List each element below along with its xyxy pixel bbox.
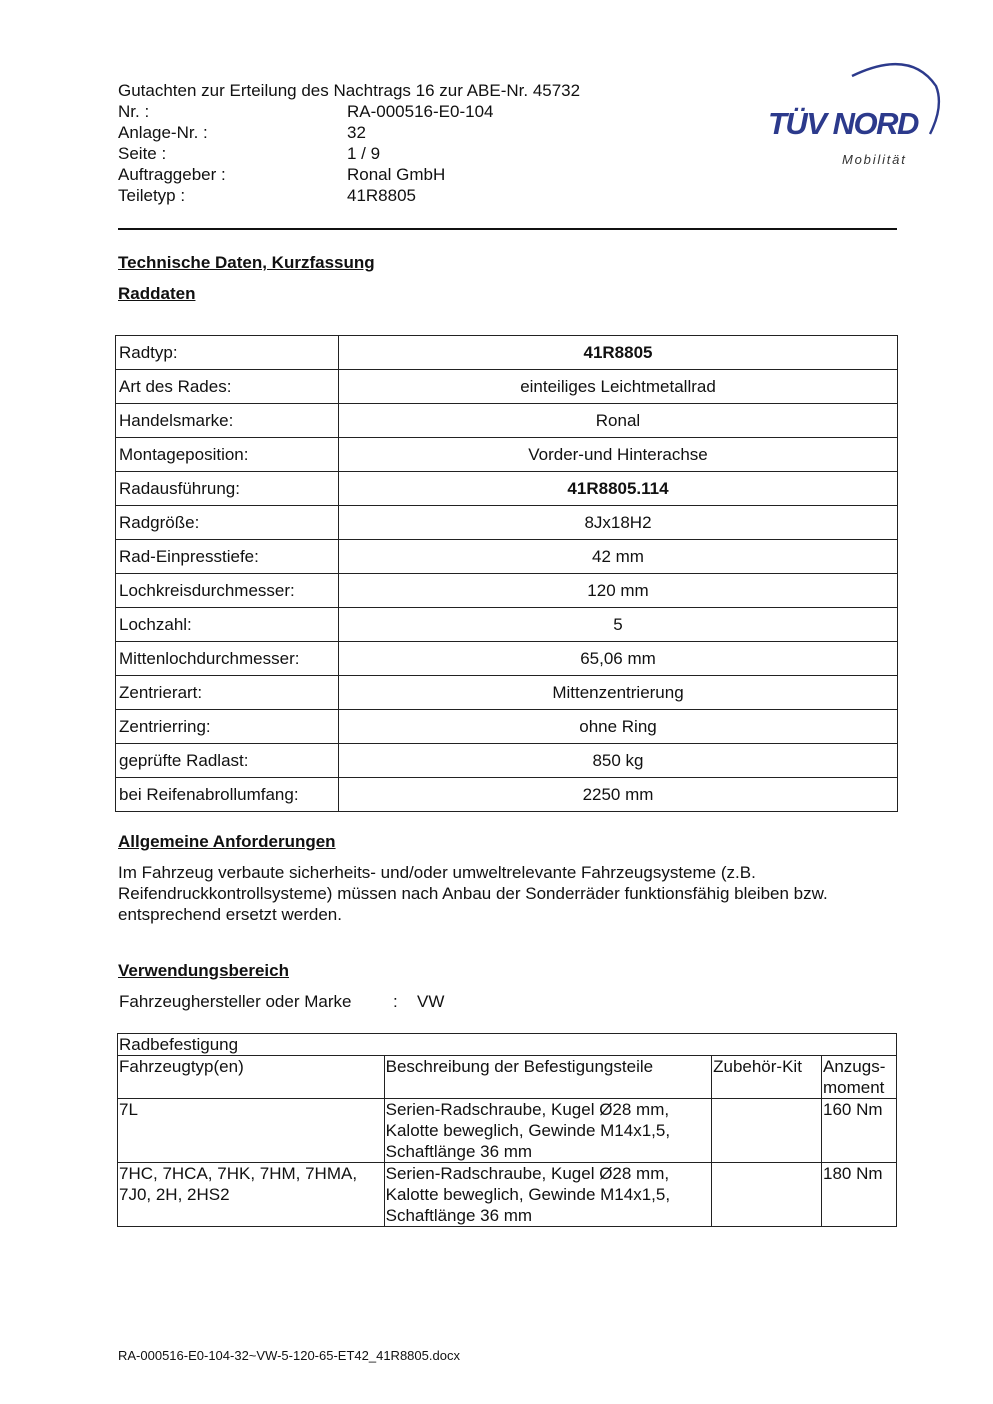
raddaten-label: Mittenlochdurchmesser: [116,642,339,676]
raddaten-label: Lochzahl: [116,608,339,642]
table-row [116,574,898,608]
raddaten-value: 5 [339,608,898,642]
header-divider [118,228,897,230]
raddaten-label: Zentrierart: [116,676,339,710]
raddaten-label: Art des Rades: [116,370,339,404]
raddaten-label: Radgröße: [116,506,339,540]
raddaten-value: Ronal [339,404,898,438]
beschreibung-cell: Serien-Radschraube, Kugel Ø28 mm, Kalotte beweglich, Gewinde M14x1,5, Schaftlänge 36 mm [384,1099,711,1163]
table-row [116,778,898,812]
table-row [116,404,898,438]
raddaten-label: Lochkreisdurchmesser: [116,574,339,608]
raddaten-table [115,335,898,812]
header-value: RA-000516-E0-104 [347,102,494,121]
header-row-auftraggeber [118,164,678,185]
header-label: Seite : [118,144,167,163]
raddaten-value: 41R8805.114 [339,472,898,506]
document-footer-filename: RA-000516-E0-104-32~VW-5-120-65-ET42_41R8805.docx [118,1348,460,1363]
header-value: 32 [347,123,366,142]
column-header: Zubehör-Kit [712,1056,822,1099]
raddaten-label: Montageposition: [116,438,339,472]
section-heading-verwendungsbereich: Verwendungsbereich [118,961,289,980]
section-heading-allgemeine-anforderungen: Allgemeine Anforderungen [118,832,336,851]
tuev-nord-logo [760,56,946,176]
table-row [116,438,898,472]
raddaten-value: ohne Ring [339,710,898,744]
header-label: Teiletyp : [118,186,186,205]
table-row [116,336,898,370]
radbefestigung-title: Radbefestigung [118,1034,897,1056]
column-header: Anzugs- moment [822,1056,897,1099]
table-row [116,472,898,506]
anzugsmoment-cell: 160 Nm [822,1099,897,1163]
column-header: Fahrzeugtyp(en) [118,1056,385,1099]
raddaten-label: geprüfte Radlast: [116,744,339,778]
raddaten-label: Radtyp: [116,336,339,370]
raddaten-value: 2250 mm [339,778,898,812]
header-value: 41R8805 [347,186,417,205]
raddaten-value: 8Jx18H2 [339,506,898,540]
raddaten-value: Vorder-und Hinterachse [339,438,898,472]
paragraph-line: entsprechend ersetzt werden. [118,905,342,924]
table-row [118,1163,897,1227]
document-header [118,80,678,206]
raddaten-label: bei Reifenabrollumfang: [116,778,339,812]
fahrzeughersteller-line [119,991,444,1012]
raddaten-value: 120 mm [339,574,898,608]
hersteller-label: Fahrzeughersteller oder Marke [119,992,352,1011]
raddaten-value: 65,06 mm [339,642,898,676]
paragraph-line: Reifendruckkontrollsysteme) müssen nach Anbau der Sonderräder funktionsfähig bleiben bzw. [118,884,828,903]
zubehoer-kit-cell [712,1099,822,1163]
table-row [116,710,898,744]
fahrzeugtyp-cell: 7HC, 7HCA, 7HK, 7HM, 7HMA, 7J0, 2H, 2HS2 [118,1163,385,1227]
logo-sub-text: Mobilität [842,152,907,167]
paragraph-line: Im Fahrzeug verbaute sicherheits- und/oder umweltrelevante Fahrzeugsysteme (z.B. [118,863,756,882]
column-header: Beschreibung der Befestigungsteile [384,1056,711,1099]
hersteller-colon: : [393,992,398,1011]
table-row [118,1099,897,1163]
header-label: Auftraggeber : [118,165,226,184]
header-row-anlage [118,122,678,143]
raddaten-value: 41R8805 [339,336,898,370]
allgemeine-anforderungen-text [118,862,908,925]
radbefestigung-table [117,1033,897,1227]
logo-brand-text: TÜV NORD [768,106,918,141]
table-row [116,744,898,778]
raddaten-value: 850 kg [339,744,898,778]
raddaten-label: Radausführung: [116,472,339,506]
header-label: Anlage-Nr. : [118,123,208,142]
anzugsmoment-cell: 180 Nm [822,1163,897,1227]
section-heading-technische-daten: Technische Daten, Kurzfassung [118,253,375,272]
header-value: 1 / 9 [347,144,381,163]
table-row [116,642,898,676]
fahrzeugtyp-cell: 7L [118,1099,385,1163]
section-subheading-raddaten: Raddaten [118,284,196,303]
table-title-row [118,1034,897,1056]
table-row [116,676,898,710]
raddaten-label: Zentrierring: [116,710,339,744]
header-label: Nr. : [118,102,150,121]
table-row [116,540,898,574]
header-value: Ronal GmbH [347,165,446,184]
header-row-teiletyp [118,185,678,206]
raddaten-label: Handelsmarke: [116,404,339,438]
header-row-seite [118,143,678,164]
table-row [116,506,898,540]
zubehoer-kit-cell [712,1163,822,1227]
raddaten-value: Mittenzentrierung [339,676,898,710]
beschreibung-cell: Serien-Radschraube, Kugel Ø28 mm, Kalotte beweglich, Gewinde M14x1,5, Schaftlänge 36 mm [384,1163,711,1227]
hersteller-value: VW [417,992,445,1011]
table-row [116,370,898,404]
raddaten-value: einteiliges Leichtmetallrad [339,370,898,404]
document-title: Gutachten zur Erteilung des Nachtrags 16 zur ABE-Nr. 45732 [118,81,581,100]
table-header-row [118,1056,897,1099]
raddaten-label: Rad-Einpresstiefe: [116,540,339,574]
raddaten-value: 42 mm [339,540,898,574]
header-row-nr [118,101,678,122]
table-row [116,608,898,642]
